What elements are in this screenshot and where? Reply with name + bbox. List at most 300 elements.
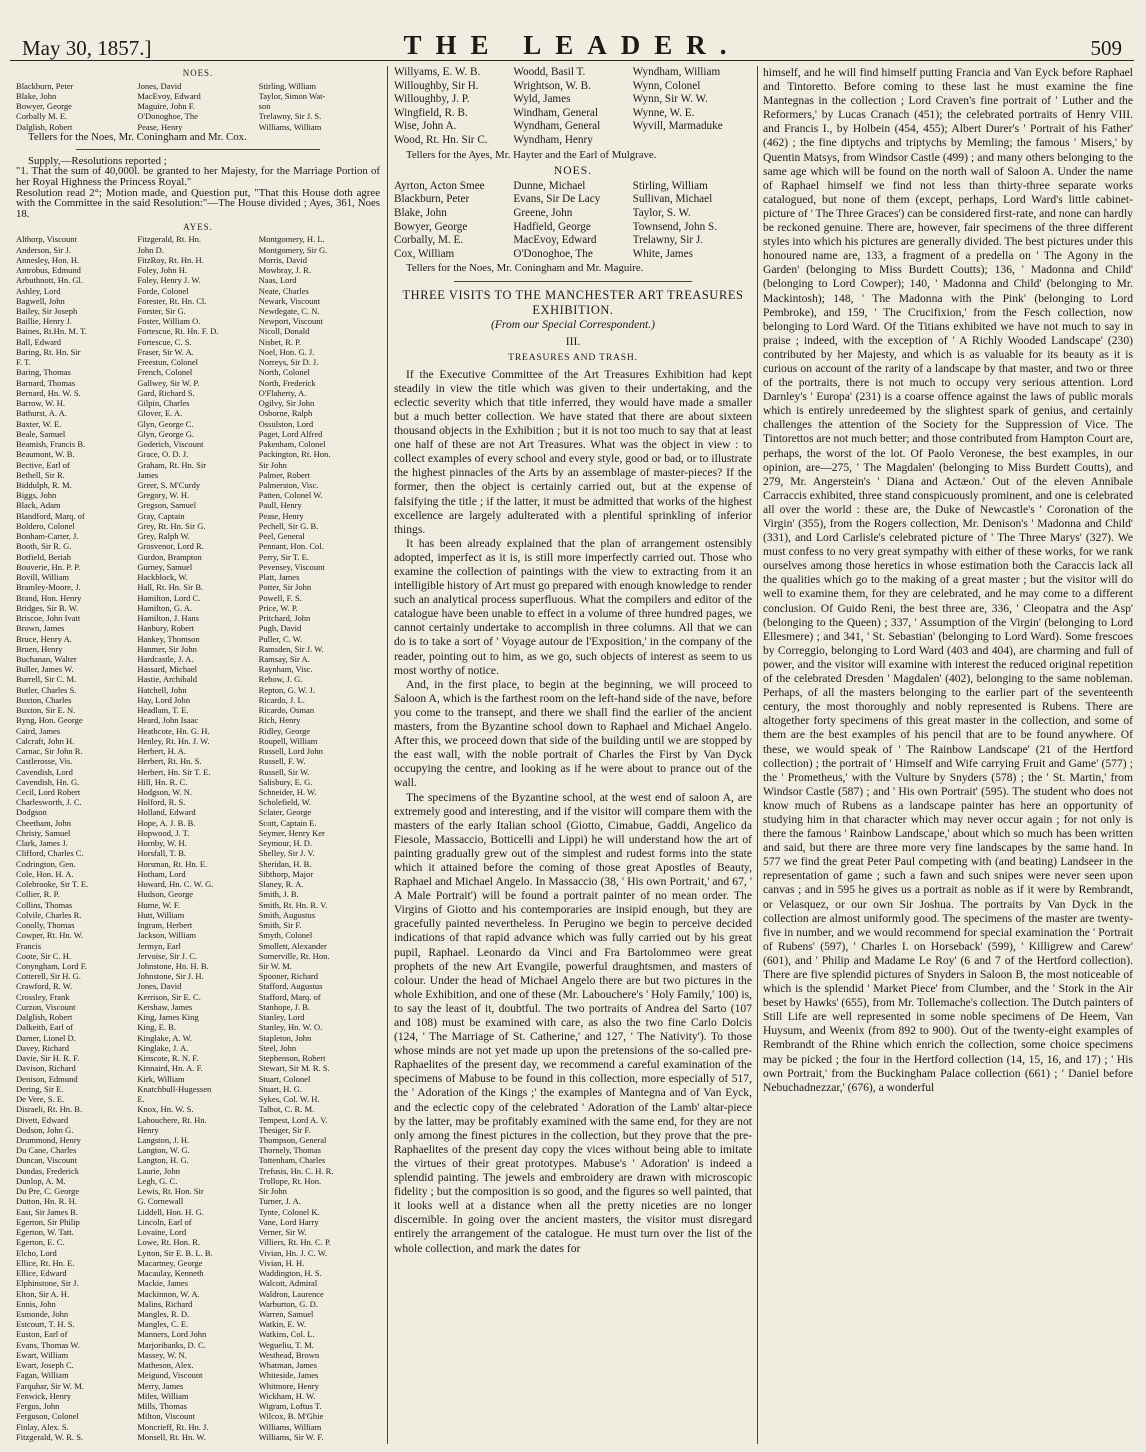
division-list-row [16, 541, 380, 551]
member-name: Jermyn, Earl [137, 940, 181, 951]
member-name: Hamilton, J. Hans [137, 613, 199, 624]
division-list-row [16, 828, 380, 838]
member-name: Cavendish, Lord [16, 766, 73, 777]
member-name: Russell, F. W. [258, 756, 306, 767]
member-name: Crossley, Frank [16, 991, 70, 1002]
division-list-row [16, 275, 380, 285]
member-name: Stanley, Lord [258, 1012, 305, 1023]
ayes-heading: AYES. [183, 221, 213, 232]
member-name: Macartney, George [137, 1257, 203, 1268]
member-name: Bethell, Sir R. [16, 469, 65, 480]
member-name: Langton, W. G. [137, 1145, 190, 1156]
division-list-row [16, 1063, 380, 1073]
division-list-row [16, 848, 380, 858]
member-name: Calcraft, John H. [16, 735, 75, 746]
member-name: Paget, Lord Alfred [258, 428, 323, 439]
member-name: Collier, R. P. [16, 889, 60, 900]
member-name: James [137, 469, 159, 480]
division-list-row [16, 470, 380, 480]
member-name: Bective, Earl of [16, 459, 70, 470]
member-name: Howard, Hn. C. W. G. [137, 879, 214, 890]
member-name: Briscoe, John Ivatt [16, 613, 81, 624]
member-name: Stirling, William [632, 179, 708, 192]
member-name: Noel, Hon. G. J. [258, 346, 315, 357]
article-paragraph: And, in the first place, to begin at the beginning, we will proceed to Saloon A, which is the farthest room on the left-hand side of the nave, before you come to the transept, and there we shall find the earlier of the ancient masters, from the Byzantine school down to Raphael and Michael Angelo. After this, we proceed down that side of the building until we are stopped by the east wall, with the noble portrait of Charles the First by Van Dyck occupying the centre, and looking as if he were about to prance out of the wall. [394, 677, 752, 790]
member-name: Glyn, George G. [137, 428, 195, 439]
member-name: Blake, John [16, 90, 57, 101]
division-list-row [16, 767, 380, 777]
member-name: Thompson, General [258, 1134, 327, 1145]
member-name: Hatchell, John [137, 684, 187, 695]
division-list-row [16, 1319, 380, 1329]
member-name: Roupell, William [258, 735, 318, 746]
member-name: Ricardo, J. L. [258, 694, 305, 705]
divider [454, 281, 692, 282]
member-name: Whitmore, Henry [258, 1380, 319, 1391]
member-name: Hornby, W. H. [137, 838, 187, 849]
division-list-row [16, 1360, 380, 1370]
division-list-row [16, 408, 380, 418]
member-name: Kinglake, J. A. [137, 1042, 189, 1053]
member-name: Hopwood, J. T. [137, 827, 190, 838]
division-list-row [394, 120, 752, 134]
division-list-row [394, 93, 752, 107]
member-name: Gilpin, Charles [137, 398, 190, 409]
division-list-row [16, 1104, 380, 1114]
member-name: Neate, Charles [258, 285, 309, 296]
member-name: Sheridan, H. B. [258, 858, 312, 869]
member-name: Westhead, Brown [258, 1349, 320, 1360]
member-name: Davey, Richard [16, 1042, 69, 1053]
division-list-row [16, 1309, 380, 1319]
member-name: Bailey, Sir Joseph [16, 306, 78, 316]
division-list-row [16, 316, 380, 326]
member-name: Gurdon, Brampton [137, 551, 202, 562]
member-name: Headlam, T. E. [137, 705, 189, 716]
member-name: Russell, Lord John [258, 746, 323, 757]
member-name: Seymour, H. D. [258, 838, 313, 849]
division-list-row [16, 265, 380, 275]
member-name: Glover, E. A. [137, 408, 183, 419]
division-list-row [16, 787, 380, 797]
member-name: Ramsay, Sir A. [258, 653, 310, 664]
article-section-heading: TREASURES AND TRASH. [508, 351, 638, 363]
member-name: Langton, H. G. [137, 1155, 189, 1166]
division-list-row [16, 111, 380, 121]
division-list-row [16, 1176, 380, 1186]
member-name: Bridges, Sir B. W. [16, 602, 79, 613]
member-name: Sclater, George [258, 807, 312, 818]
member-name: Blandford, Marq. of [16, 510, 85, 521]
member-name: Kerrison, Sir E. C. [137, 991, 201, 1002]
division-list-row [16, 746, 380, 756]
member-name: Hay, Lord John [137, 694, 191, 705]
member-name: Beamish, Francis B. [16, 439, 86, 450]
member-name: Fitzgerald, W. R. S. [16, 1431, 84, 1442]
member-name: Althorp, Viscount [16, 234, 77, 245]
division-list-row [16, 920, 380, 930]
member-name: Ewart, Joseph C. [16, 1360, 74, 1371]
member-name: Wise, John A. [394, 120, 457, 133]
member-name: Evans, Thomas W. [16, 1339, 80, 1350]
member-name: Gregson, Samuel [137, 500, 197, 511]
member-name: Verner, Sir W. [258, 1227, 307, 1238]
division-list-row [16, 1350, 380, 1360]
division-list-row [16, 705, 380, 715]
member-name: Smith, Augustus [258, 909, 316, 920]
member-name: Pease, Henry [137, 121, 183, 132]
member-name: Booth, Sir R. G. [16, 541, 72, 552]
member-name: North, Colonel [258, 367, 310, 378]
member-name: Elcho, Lord [16, 1247, 57, 1258]
division-list-row [16, 1401, 380, 1411]
member-name: John D. [137, 244, 164, 255]
member-name: Davison, Richard [16, 1063, 76, 1074]
member-name: Castlerosse, Vis. [16, 756, 73, 767]
member-name: Burrell, Sir C. M. [16, 674, 77, 685]
member-name: Hodgson, W. N. [137, 787, 193, 798]
member-name: Dalglish, Robert [16, 1012, 73, 1023]
division-list-row [16, 582, 380, 592]
division-list-row [16, 654, 380, 664]
member-name: son [258, 101, 271, 112]
division-list-row [16, 1207, 380, 1217]
member-name: Hardcastle, J. A. [137, 653, 194, 664]
member-name: Hassard, Michael [137, 664, 198, 675]
division-list-row [16, 634, 380, 644]
member-name: Slaney, R. A. [258, 879, 304, 890]
member-name: Perry, Sir T. E. [258, 551, 309, 562]
member-name: Jones, David [137, 80, 182, 91]
article-paragraph: If the Executive Committee of the Art Treasures Exhibition had kept steadily in view the title which was given to their undertaking, and the eclectic severity which that title inferred, they would have made a smaller but a much better collection. We have stated that there are about sixteen thousand objects in the Exhibition ; but it is not too much to say that at least one half of these are not Art Treasures. What was the object in view : to collect examples of every school and every style, good or bad, or to illustrate the highest pinnacles of the Arts by an assemblage of master-pieces? If the former, then the object is certainly carried out, but at the expense of falsifying the title ; if the latter, it must be admitted that works of the highest excellence are largely adulterated with a plentiful sprinkling of inferior things. [394, 367, 752, 536]
division-list-row [16, 367, 380, 377]
division-list-row [16, 1043, 380, 1053]
division-list-row [394, 180, 752, 194]
member-name: Salisbury, E. G. [258, 776, 313, 787]
member-name: Boldero, Colonel [16, 520, 75, 531]
member-name: French, Colonel [137, 367, 193, 378]
member-name: Barnard, Thomas [16, 377, 76, 388]
member-name: Wingfield, R. B. [394, 106, 468, 119]
member-name: Morris, David [258, 254, 307, 265]
member-name: Newport, Viscount [258, 316, 323, 327]
member-name: Newdegate, C. N. [258, 306, 320, 316]
member-name: G. Cornewall [137, 1196, 184, 1207]
member-name: Conyngham, Lord F. [16, 961, 87, 971]
member-name: Smyth, Colonel [258, 930, 313, 941]
member-name: Naas, Lord [258, 275, 297, 286]
division-list-row [16, 951, 380, 961]
member-name: Moncrieff, Rt. Hn. J. [137, 1421, 209, 1432]
member-name: Macaulay, Kenneth [137, 1268, 204, 1279]
member-name: Damer, Lionel D. [16, 1032, 76, 1043]
member-name: Wrightson, W. B. [513, 79, 591, 92]
member-name: Foster, William O. [137, 316, 201, 327]
member-name: Cox, William [394, 247, 455, 260]
division-list-row [16, 797, 380, 807]
division-list-row [16, 326, 380, 336]
member-name: Waddington, H. S. [258, 1268, 322, 1279]
member-name: Duncan, Viscount [16, 1155, 77, 1166]
member-name: Forde, Colonel [137, 285, 189, 296]
member-name: MacEvoy, Edward [137, 90, 201, 101]
member-name: Stanhope, J. B. [258, 1001, 311, 1012]
member-name: Dutton, Hn. R. H. [16, 1196, 77, 1207]
division-list-row [394, 207, 752, 221]
division-list-row [16, 1053, 380, 1063]
member-name: Smith, J. B. [258, 889, 299, 900]
noes-tellers: Tellers for the Noes, Mr. Coningham and Mr. Cox. [28, 130, 247, 143]
member-name: Miles, William [137, 1390, 189, 1401]
member-name: Nisbet, R. P. [258, 336, 302, 347]
member-name: Wyndham, General [513, 120, 601, 133]
member-name: Palmer, Robert [258, 469, 310, 480]
member-name: Smith, Sir F. [258, 920, 302, 931]
member-name: Monsell, Rt. Hn. W. [137, 1431, 206, 1442]
noes-heading: NOES. [182, 68, 214, 78]
member-name: De Vere, S. E. [16, 1094, 65, 1105]
member-name: Sykes, Col. W. H. [258, 1094, 320, 1105]
member-name: Potter, Sir John [258, 582, 312, 593]
member-name: Dundas, Frederick [16, 1165, 80, 1176]
member-name: Manners, Lord John [137, 1329, 207, 1340]
division-list-row [16, 552, 380, 562]
member-name: Dalkeith, Earl of [16, 1022, 74, 1033]
member-name: Scott, Captain E. [258, 817, 317, 828]
member-name: Johnstone, Hn. H. B. [137, 961, 209, 971]
member-name: Stapleton, John [258, 1032, 312, 1043]
member-name: Warburton, G. D. [258, 1298, 318, 1309]
member-name: Crawford, R. W. [16, 981, 73, 992]
member-name: Ashley, Lord [16, 285, 61, 296]
member-name: Grosvenor, Lord R. [137, 541, 204, 552]
member-name: Woodd, Basil T. [513, 66, 586, 78]
division-list-row [16, 1074, 380, 1084]
article-paragraph-continued: himself, and he will find himself putting Francia and Van Eyck before Raphael and Tintoretto. Before coming to these last he must examine the fine Mantegnas in the collection ; Lord Craven's fine portrait of ' Luther and the Reformers,' by Lucas Cranach (451); the celebrated portraits of Henry VIII. and Francis I., by Holbein (454, 455); Albert Durer's ' Portrait of his Father' (462) ; the fine diptychs and triptychs by Memling; the famous ' Misers,' by Quentin Matsys, from Windsor Castle (499) ; and many others belonging to the same age which will be found on the north wall of Saloon A. Under the name of Raphael himself we find not less than thirty-three separate works catalogued, but none of them (except, perhaps, Lord Ward's little cabinet-picture of ' The Three Graces') can be considered first-rate, and none can hardly be reckoned genuine. There are, however, fair specimens of the three different styles into which his pictures are generally divided. The best pictures under this honoured name are, 133, a fragment of a predella on ' The Agony in the Garden' (belonging to Miss Burdett Coutts); 136, ' Madonna and Child' (belonging to Lord Cowper); 140, ' Madonna and Child' (belonging to Mr. Mackintosh); 148, ' The Madonna with the Pink' (belonging to Lord Pembroke), and 159, ' The Crucifixion,' from the Fesch collection, now belonging to Lord Ward. Of the Titians exhibited we have not much to say in praise ; indeed, with the exception of ' A Richly Wooded Landscape' (230) contributed by her Majesty, and which is as valuable for its beauty as it is curious on account of the rarity of a landscape by that master, and two or three of the portraits, there is not much to occupy very serious attention. Lord Darnley's ' Europa' (231) is a coarse offence against the laws of public morals which is entirely unredeemed by the slightest spark of genius, and certainly challenges the attention of the Society for the Suppression of Vice. The Tintorettos are not much better; and those contributed from Hampton Court are, perhaps, the worst of the lot. Of Paolo Veronese, the best examples, in our opinion, are—275, ' The Magdalen' (belonging to Miss Burdett Coutts), and 279, Mr. Angerstein's ' Diana and Actæon.' Out of the eleven Annibale Carraccis exhibited, three stand conspicuously prominent, and one is celebrated all over the world : these are, the Duke of Newcastle's ' Coronation of the Virgin' (355), from the Rogers collection, Mr. Denison's ' Madonna and Child' (331), and Lord Carlisle's celebrated picture of ' The Three Marys' (327). We must confess to no very great sympathy with either of these works, for we rank ourselves among those heretics in whose estimation both the Caraccis lack all the qualities which go to the making of a great master ; but the visitor will do well to examine them, for they are celebrated, and he may come to a different conclusion. Of Guido Reni, the best three are, 336, ' Cleopatra and the Asp' (belonging to the Queen) ; 337, ' Assumption of the Virgin' (belonging to Lord Ellesmere) ; and 341, ' St. Sebastian' (belonging to Lord Ward). Some frescoes by Correggio, belonging to Lord Ward (403 and 404), are charming and full of power, and the visitor will examine with interest the reduced original repetition of the celebrated Dresden ' Magdalen' (402), belonging to the same nobleman. Perhaps, of all the masters belonging to the earlier part of the seventeenth century, the most thoroughly and nobly represented is Rubens. There are altogether forty specimens of this great master in the collection, and some of them are the best examples of his pencil that are to be found anywhere. Of these, we would speak of ' The Rainbow Landscape' (21 of the Hertford collection) ; the portrait of ' Himself and Wife carrying Fruit and Game' (577) ; the ' Prometheus,' with the Vulture by Snyders (578) ; the ' St. Martin,' from Windsor Castle (587) ; and ' His own Portrait' (595). The student who does not know much of Rubens as a landscape painter has here an opportunity of studying him in that character which may never occur again ; for not only is there the famous ' Rainbow Landscape,' about which so much has been written and said, but there are three more very fine landscapes by the same hand. In 577 we find the great Peter Paul competing with (and beating) Landseer in the representation of game ; such a fawn and such snipes were never seen upon canvas ; and in 595 he gives us a portrait as noble as if it were by Rembrandt, or Velasquez, or our own Sir Joshua. The portraits by Van Dyck in the collection are almost uniformly good. The specimens of the master are twenty-five in number, and we would recommend for special examination the ' Portrait of Rubens' (597), ' Charles I. on Horseback' (599), ' Killigrew and Carew' (601), and ' Philip and Madame Le Roy' (6 and 7 of the Hertford collection). There are five splendid pictures of Snyders in Saloon B, the most noticeable of which is the splendid ' Market Piece' from Clumber, and the ' Stork in the Air beset by Hawks' (655), from Mr. Tollemache's collection. The Dutch painters of Still Life are well represented in some noble specimens of De Heem, Van Huysum, and Weenix (from 892 to 900). Out of the twenty-eight examples of Rembrandt of the Rhine which enrich the collection, some choice specimens may be picked ; the four in the Hertford collection (14, 15, 16, and 17) ; ' His own Portrait,' from the Buckingham Palace collection (661) ; ' Daniel before Nebuchadnezzar,' (676), a wonderful [763, 66, 1133, 1094]
division-list-row [16, 1012, 380, 1022]
member-name: Rich, Henry [258, 715, 301, 726]
division-list-row [16, 1329, 380, 1339]
member-name: Holland, Edward [137, 807, 196, 818]
member-name: Finlay, Alex. S. [16, 1421, 69, 1432]
member-name: Tottenham, Charles [258, 1155, 326, 1166]
division-list-row [16, 644, 380, 654]
division-list-row [16, 1155, 380, 1165]
division-list-row [16, 378, 380, 388]
member-name: Watkins, Col. L. [258, 1329, 315, 1340]
member-name: Stephenson, Robert [258, 1053, 326, 1064]
member-name: Hudson, George [137, 889, 194, 900]
article-part: III. [565, 334, 581, 348]
member-name: Grey, Ralph W. [137, 531, 190, 542]
member-name: Pevensey, Viscount [258, 561, 325, 572]
member-name: Henley, Rt. Hn. J. W. [137, 735, 210, 746]
division-list-row [16, 306, 380, 316]
member-name: Heard, John Isaac [137, 715, 199, 726]
member-name: Bovill, William [16, 572, 70, 583]
member-name: Palmerston, Visc. [258, 479, 319, 490]
member-name: Stuart, H. G. [258, 1083, 303, 1094]
member-name: Wyndham, Henry [513, 133, 593, 146]
member-name: Estcourt, T. H. S. [16, 1319, 75, 1330]
member-name: Dalglish, Robert [16, 121, 73, 132]
member-name: Maguire, John F. [137, 101, 195, 112]
member-name: Stirling, William [258, 80, 316, 91]
division-list-row [16, 81, 380, 91]
member-name: Denison, Edmund [16, 1073, 78, 1084]
division-list-row [394, 234, 752, 248]
member-name: Black, Adam [16, 500, 61, 511]
member-name: Hamilton, G. A. [137, 602, 193, 613]
member-name: Dodson, John G. [16, 1124, 74, 1135]
member-name: O'Donoghoe, The [513, 247, 593, 260]
member-name: Villiers, Rt. Hn. C. P. [258, 1237, 331, 1248]
member-name: Hume, W. F. [137, 899, 181, 910]
member-name: Beale, Samuel [16, 428, 66, 439]
member-name: Buller, James W. [16, 664, 74, 675]
member-name: Herbert, Hn. Sir T. E. [137, 766, 211, 777]
member-name: Bruen, Henry [16, 643, 63, 654]
division-list-row [16, 1411, 380, 1421]
member-name: Hamilton, Lord C. [137, 592, 201, 603]
member-name: Buxton, Sir E. N. [16, 705, 76, 716]
issue-date: May 30, 1857.] [22, 36, 152, 60]
division-list-row [16, 1391, 380, 1401]
article-subtitle: (From our Special Correspondent.) [490, 318, 655, 332]
division-list-row [16, 623, 380, 633]
member-name: Scholefield, W. [258, 797, 312, 808]
member-name: Mackie, James [137, 1278, 189, 1289]
member-name: Butler, Charles S. [16, 684, 77, 695]
divider [76, 149, 320, 150]
member-name: Stafford, Augustus [258, 981, 323, 992]
member-name: Divett, Edward [16, 1114, 69, 1125]
division-list-row [16, 572, 380, 582]
member-name: Colvile, Charles R. [16, 909, 82, 920]
member-name: Montgomery, Sir G. [258, 244, 328, 255]
member-name: Willoughby, J. P. [394, 93, 470, 106]
noes-heading-2: NOES. [553, 163, 593, 177]
member-name: Greer, S. M'Curdy [137, 479, 201, 490]
member-name: Vane, Lord Harry [258, 1216, 319, 1227]
member-name: Taylor, S. W. [632, 206, 691, 219]
member-name: Ball, Edward [16, 336, 62, 347]
member-name: Cecil, Lord Robert [16, 787, 81, 798]
division-list-row [394, 221, 752, 235]
member-name: Sullivan, Michael [632, 193, 713, 206]
member-name: Bathurst, A. A. [16, 408, 67, 419]
division-list-row [16, 419, 380, 429]
member-name: Pennant, Hon. Col. [258, 541, 324, 552]
member-name: Baxter, W. E. [16, 418, 62, 429]
member-name: Wynn, Sir W. W. [632, 93, 708, 106]
member-name: Forester, Rt. Hn. Cl. [137, 295, 207, 306]
noes-tellers-2: Tellers for the Noes, Mr. Coningham and Mr. Maguire. [406, 262, 644, 275]
member-name: Sir John [258, 1186, 287, 1197]
member-name: Hadfield, George [513, 220, 591, 233]
member-name: Fortescue, Rt. Hn. F. D. [137, 326, 219, 337]
member-name: Turner, J. A. [258, 1196, 301, 1207]
member-name: Ramsden, Sir J. W. [258, 643, 324, 654]
member-name: Hanmer, Sir John [137, 643, 197, 654]
division-list-row [16, 818, 380, 828]
member-name: Davie, Sir H. R. F. [16, 1053, 80, 1064]
member-name: Sir W. M. [258, 961, 292, 971]
member-name: Bagwell, John [16, 295, 65, 306]
division-list-row [16, 807, 380, 817]
division-list-row [16, 1432, 380, 1442]
member-name: Steel, John [258, 1042, 297, 1053]
member-name: Ridley, George [258, 725, 311, 736]
member-name: Baring, Rt. Hn. Sir [16, 346, 81, 357]
member-name: Ewart, William [16, 1349, 69, 1360]
member-name: Packington, Rt. Hon. [258, 449, 331, 460]
member-name: Montgomery, H. L. [258, 234, 325, 245]
member-name: Elphinstone, Sir J. [16, 1278, 79, 1289]
member-name: Tynte, Colonel K. [258, 1206, 320, 1217]
member-name: Townsend, John S. [632, 220, 718, 233]
division-list-row [16, 1033, 380, 1043]
member-name: Carnac, Sir John R. [16, 746, 83, 757]
member-name: Platt, James [258, 572, 300, 583]
member-name: Trefusis, Hn. C. H. R. [258, 1165, 334, 1176]
division-list-row [16, 101, 380, 111]
column-2 [394, 66, 752, 1446]
member-name: Fergus, John [16, 1401, 60, 1412]
member-name: Smollett, Alexander [258, 940, 327, 951]
division-list-row [16, 736, 380, 746]
member-name: Dunne, Michael [513, 179, 586, 192]
member-name: Grace, O. D. J. [137, 449, 189, 460]
division-list-row [16, 521, 380, 531]
member-name: Schneider, H. W. [258, 787, 317, 798]
member-name: Beaumont, W. B. [16, 449, 75, 460]
column-1 [16, 66, 380, 1446]
member-name: Somerville, Rt. Hon. [258, 950, 330, 961]
member-name: Charlesworth, J. C. [16, 797, 82, 808]
member-name: Goderich, Viscount [137, 439, 204, 450]
ayes-list-continued [394, 66, 752, 148]
division-list-row [16, 971, 380, 981]
member-name: Mangles, C. E. [137, 1319, 189, 1330]
member-name: Fagan, William [16, 1370, 69, 1381]
member-name: Francis [16, 940, 42, 951]
member-name: Buxton, Charles [16, 694, 72, 705]
member-name: Greene, John [513, 206, 573, 219]
division-list-row [16, 593, 380, 603]
member-name: Arbuthnott, Hn. Gl. [16, 275, 84, 286]
member-name: Mackinnon, W. A. [137, 1288, 200, 1299]
member-name: Labouchere, Rt. Hn. [137, 1114, 207, 1125]
member-name: Euston, Earl of [16, 1329, 68, 1340]
division-list-row [16, 685, 380, 695]
division-list-row [16, 1248, 380, 1258]
member-name: Wyvill, Marmaduke [632, 120, 723, 133]
member-name: Baillie, Henry J. [16, 316, 72, 327]
member-name: Nicoll, Donald [258, 326, 310, 337]
member-name: Walcott, Admiral [258, 1278, 318, 1289]
member-name: Mangles, R. D. [137, 1308, 190, 1319]
division-list-row [16, 1237, 380, 1247]
member-name: Knatchbull-Hugessen [137, 1083, 212, 1094]
division-list-row [16, 715, 380, 725]
member-name: Rebow, J. G. [258, 674, 303, 685]
member-name: Repton, G. W. J. [258, 684, 315, 695]
member-name: White, James [632, 247, 693, 260]
division-list-row [16, 726, 380, 736]
column-rule-2 [757, 66, 758, 1444]
member-name: Kinglake, A. W. [137, 1032, 193, 1043]
